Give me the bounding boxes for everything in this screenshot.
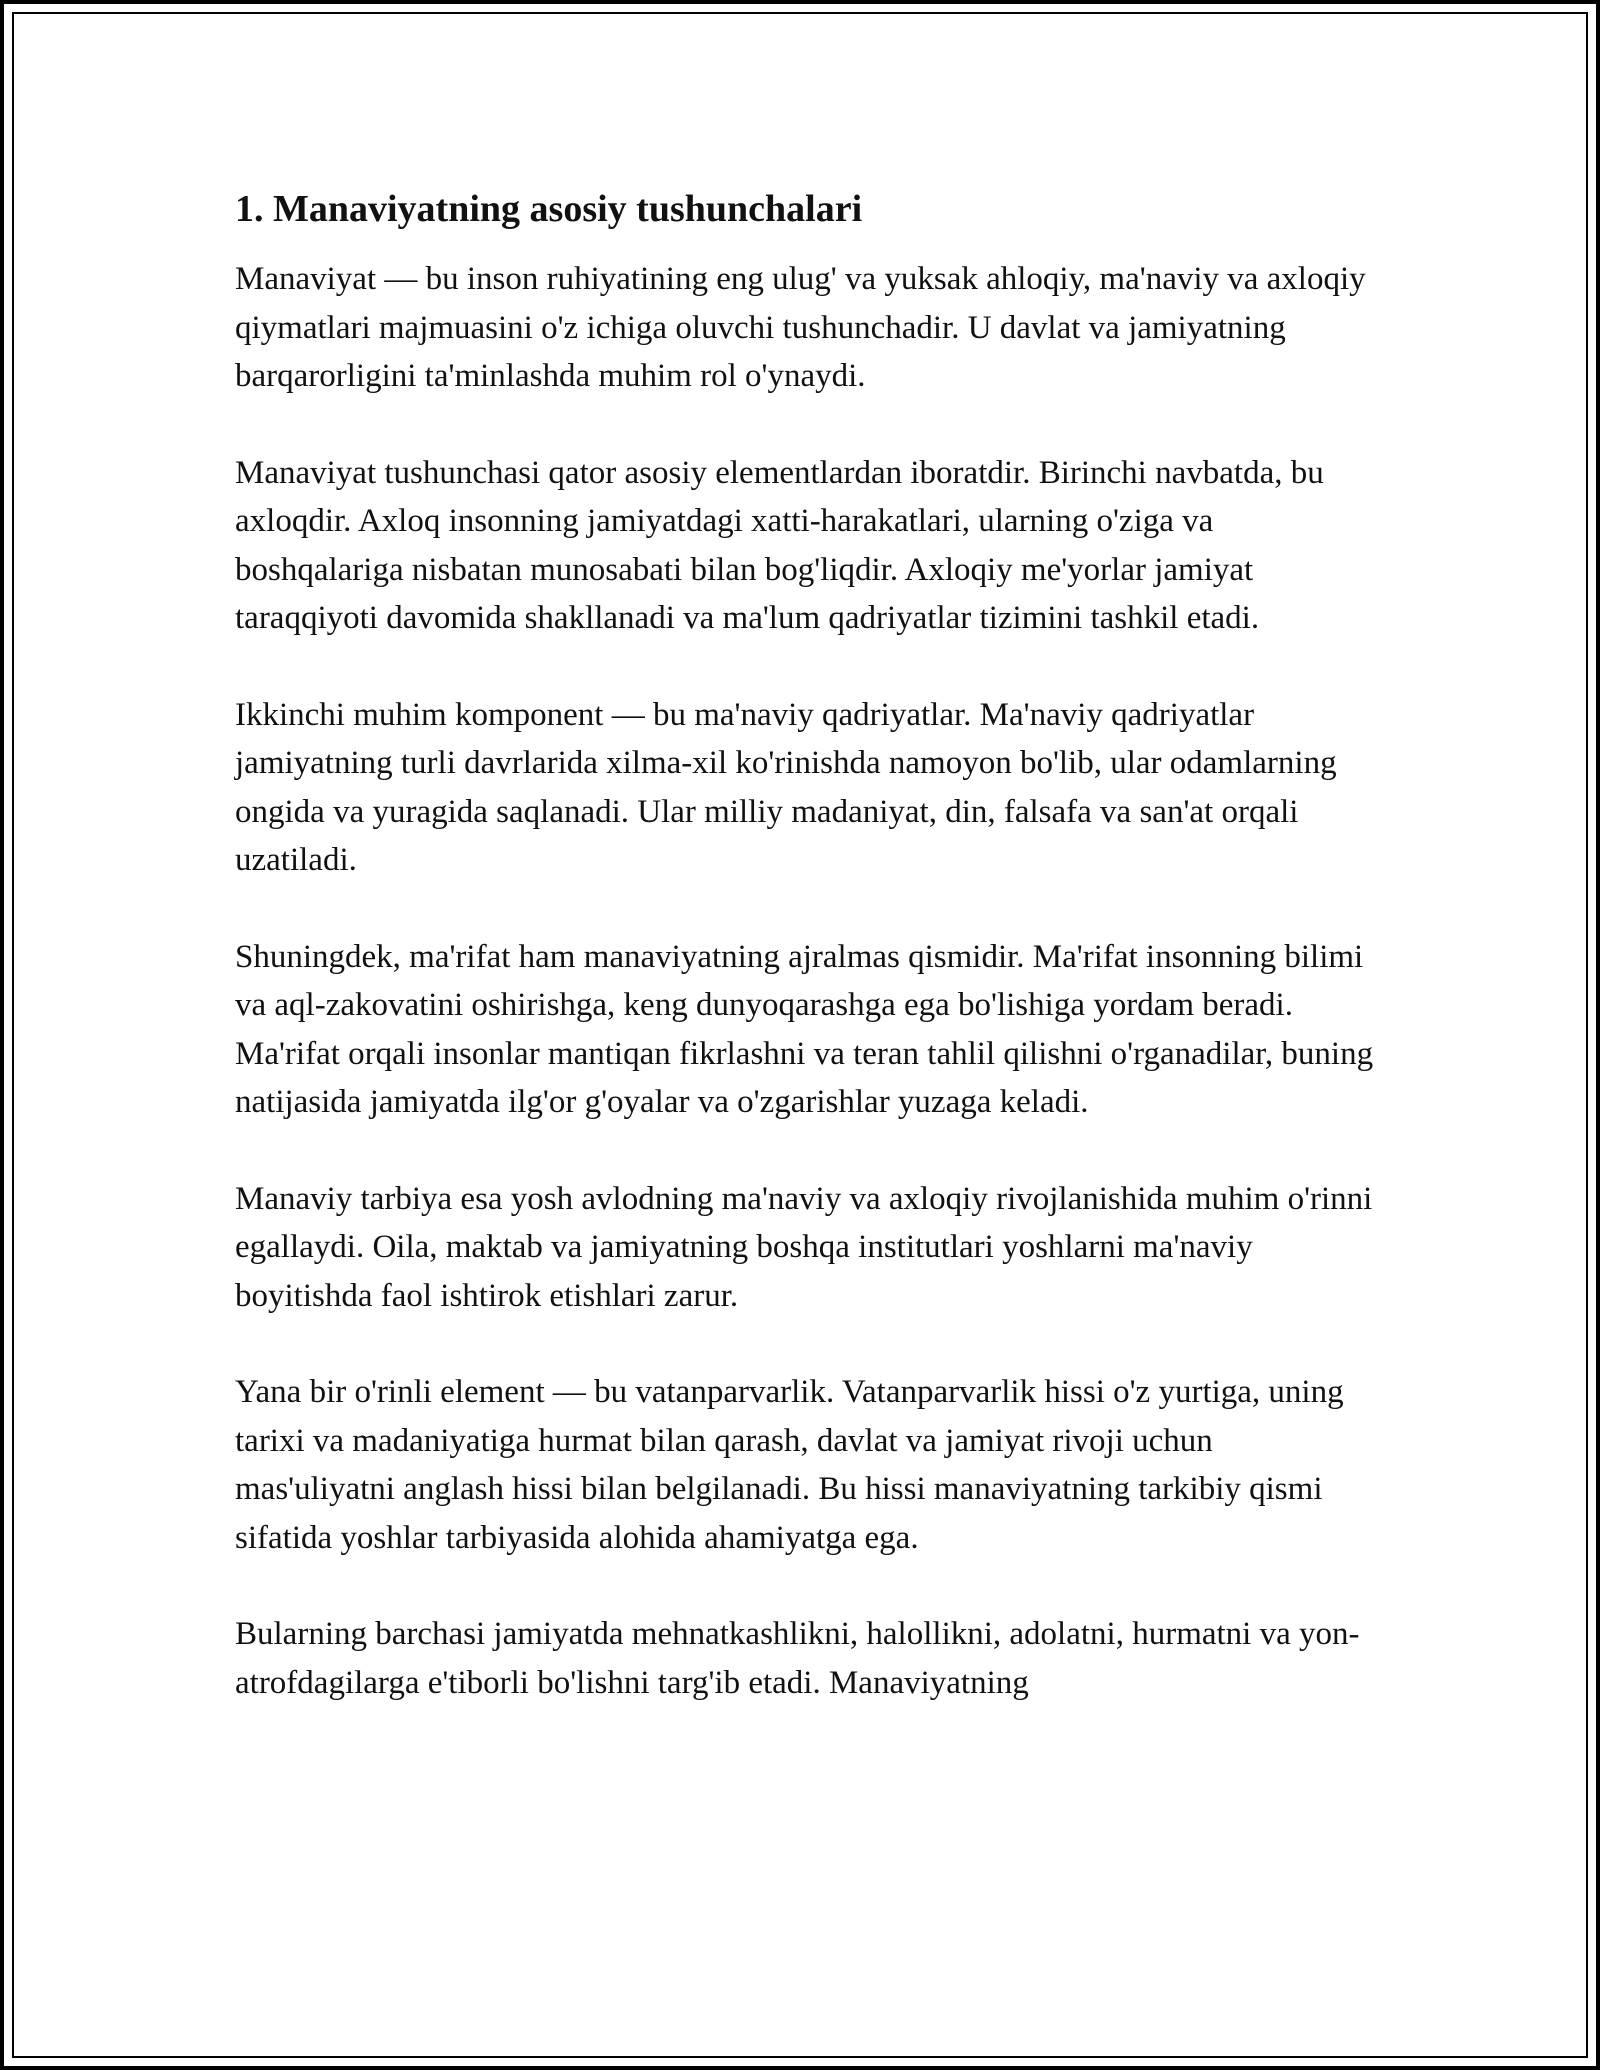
paragraph: Shuningdek, ma'rifat ham manaviyatning ajralmas qismidir. Ma'rifat insonning bilimi va aql-zakovatini oshirishga, keng dunyoqarashga ega bo'lishiga yordam beradi. Ma'rifat orqali insonlar mantiqan fikrlashni va teran tahlil qilishni o'rganadilar, buning natijasida jamiyatda ilg'or g'oyalar va o'zgarishlar yuzaga keladi. <box>235 938 1374 1120</box>
paragraph: Manaviyat tushunchasi qator asosiy elementlardan iboratdir. Birinchi navbatda, bu axloqdir. Axloq insonning jamiyatdagi xatti-harakatlari, ularning o'ziga va boshqalariga nisbatan munosabati bilan bog'liqdir. Axloqiy me'yorlar jamiyat taraqqiyoti davomida shakllanadi va ma'lum qadriyatlar tizimini tashkil etadi. <box>235 454 1324 636</box>
paragraph: Ikkinchi muhim komponent — bu ma'naviy qadriyatlar. Ma'naviy qadriyatlar jamiyatning turli davrlarida xilma-xil ko'rinishda namoyon bo'lib, ular odamlarning ongida va yuragida saqlanadi. Ular milliy madaniyat, din, falsafa va san'at orqali uzatiladi. <box>235 696 1337 878</box>
paragraph: Manaviy tarbiya esa yosh avlodning ma'naviy va axloqiy rivojlanishida muhim o'rinni egallaydi. Oila, maktab va jamiyatning boshqa institutlari yoshlarni ma'naviy boyitishda faol ishtirok etishlari zarur. <box>235 1180 1373 1314</box>
paragraph: Manaviyat — bu inson ruhiyatining eng ulug' va yuksak ahloqiy, ma'naviy va axloqiy qiymatlari majmuasini o'z ichiga oluvchi tushunchadir. U davlat va jamiyatning barqarorligini ta'minlashda muhim rol o'ynaydi. <box>235 261 1366 394</box>
document-body <box>235 185 1375 1755</box>
section-heading: 1. Manaviyatning asosiy tushunchalari <box>235 188 863 230</box>
paragraph: Bularning barchasi jamiyatda mehnatkashlikni, halollikni, adolatni, hurmatni va yon-atrofdagilarga e'tiborli bo'lishni targ'ib etadi. Manaviyatning <box>235 1616 1360 1701</box>
paragraph: Yana bir o'rinli element — bu vatanparvarlik. Vatanparvarlik hissi o'z yurtiga, uning tarixi va madaniyatiga hurmat bilan qarash, davlat va jamiyat rivoji uchun mas'uliyatni anglash hissi bilan belgilanadi. Bu hissi manaviyatning tarkibiy qismi sifatida yoshlar tarbiyasida alohida ahamiyatga ega. <box>235 1374 1344 1556</box>
